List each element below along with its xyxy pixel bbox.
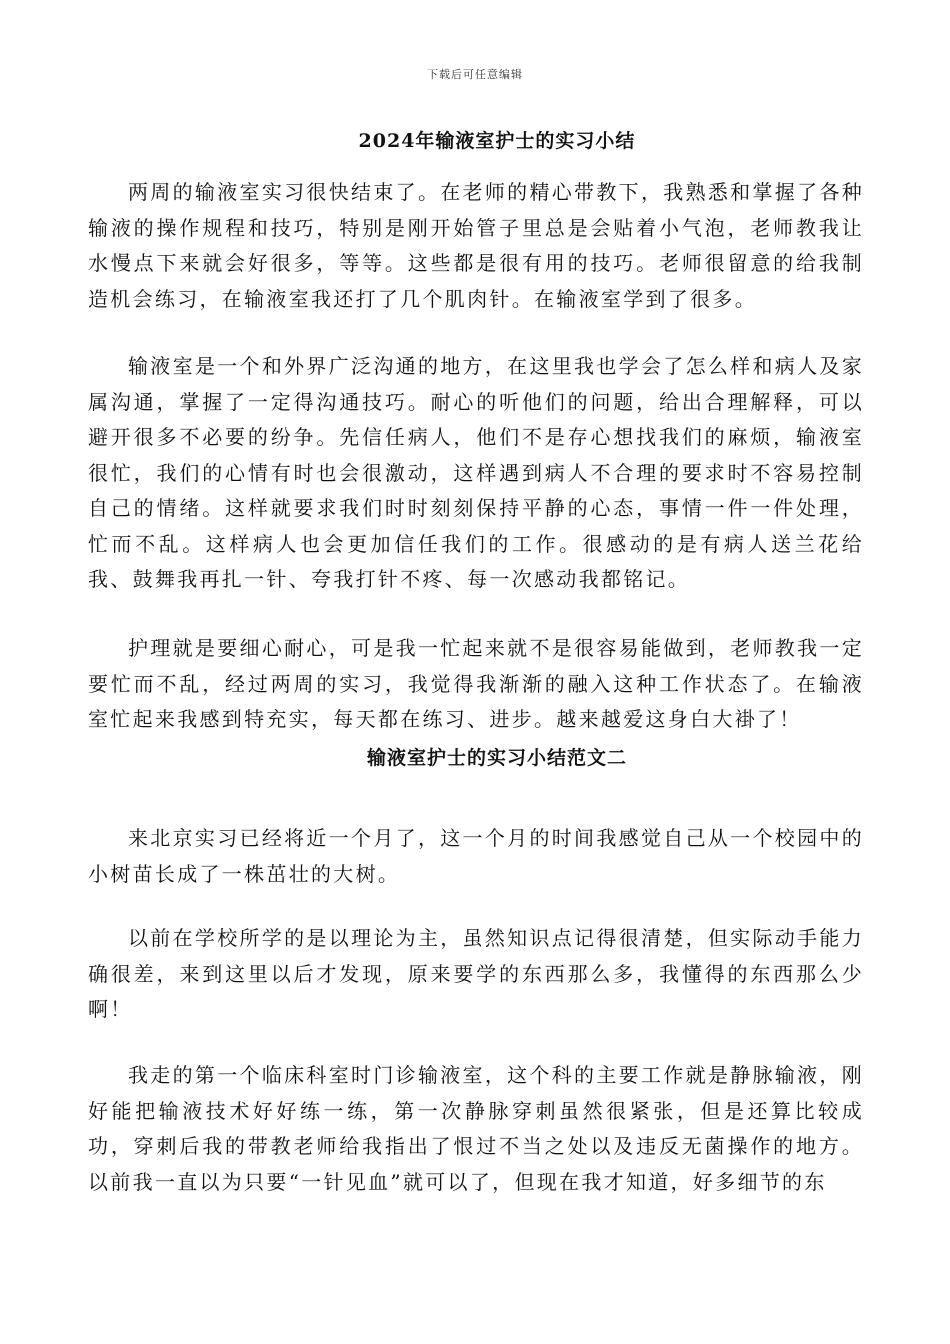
paragraph: 两周的输液室实习很快结束了。在老师的精心带教下，我熟悉和掌握了各种输液的操作规程和技巧，特别是刚开始管子里总是会贴着小气泡，老师教我让水慢点下来就会好很多，等等。这些都是很有用的技巧。老师很留意的给我制造机会练习，在输液室我还打了几个肌肉针。在输液室学到了很多。 — [88, 180, 864, 311]
paragraph: 以前在学校所学的是以理论为主，虽然知识点记得很清楚，但实际动手能力确很差，来到这里以后才发现，原来要学的东西那么多，我懂得的东西那么少啊！ — [88, 926, 864, 1021]
paragraph: 来北京实习已经将近一个月了，这一个月的时间我感觉自己从一个校园中的小树苗长成了一株茁壮的大树。 — [88, 826, 864, 886]
document-title: 2024年输液室护士的实习小结 — [358, 130, 636, 152]
paragraph: 我走的第一个临床科室时门诊输液室，这个科的主要工作就是静脉输液，刚好能把输液技术好好练一练，第一次静脉穿刺虽然很紧张，但是还算比较成功，穿刺后我的带教老师给我指出了恨过不当之处以及违反无菌操作的地方。以前我一直以为只要“一针见血”就可以了，但现在我才知道，好多细节的东 — [88, 1063, 864, 1194]
section-title: 输液室护士的实习小结范文二 — [366, 747, 627, 769]
header-note: 下载后可任意编辑 — [427, 68, 523, 81]
paragraph: 护理就是要细心耐心，可是我一忙起来就不是很容易能做到，老师教我一定要忙而不乱，经过两周的实习，我觉得我渐渐的融入这种工作状态了。在输液室忙起来我感到特充实，每天都在练习、进步。越来越爱这身白大褂了！ — [88, 636, 864, 731]
paragraph: 输液室是一个和外界广泛沟通的地方，在这里我也学会了怎么样和病人及家属沟通，掌握了一定得沟通技巧。耐心的听他们的问题，给出合理解释，可以避开很多不必要的纷争。先信任病人，他们不是存心想找我们的麻烦，输液室很忙，我们的心情有时也会很激动，这样遇到病人不合理的要求时不容易控制自己的情绪。这样就要求我们时时刻刻保持平静的心态，事情一件一件处理，忙而不乱。这样病人也会更加信任我们的工作。很感动的是有病人送兰花给我、鼓舞我再扎一针、夸我打针不疼、每一次感动我都铭记。 — [88, 354, 864, 591]
